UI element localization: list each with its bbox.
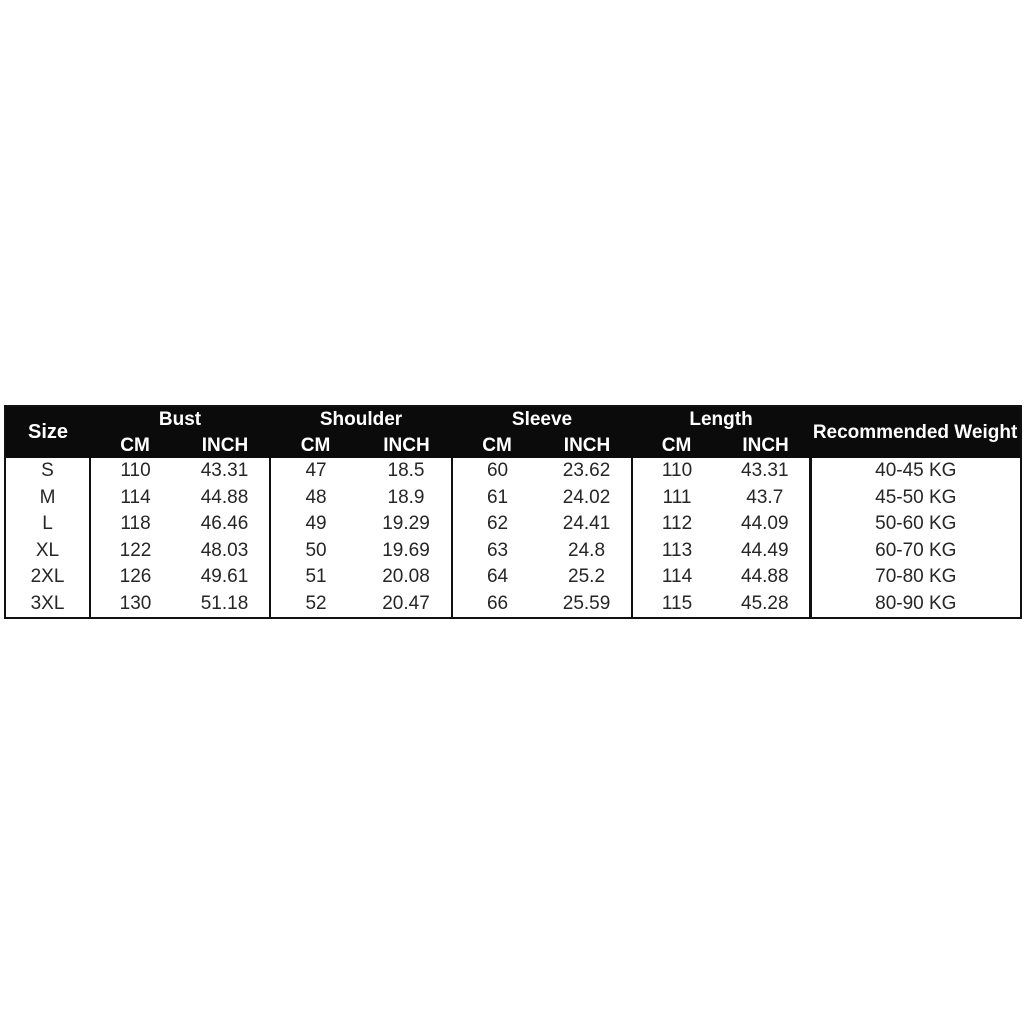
cell-bust-cm: 114 (90, 485, 180, 512)
cell-shoulder-inch: 20.47 (361, 591, 452, 619)
cell-shoulder-inch: 19.29 (361, 511, 452, 538)
table-row (5, 458, 1021, 485)
cell-weight: 80-90 KG (810, 591, 1021, 619)
cell-length-cm: 113 (632, 538, 721, 565)
cell-sleeve-cm: 60 (452, 458, 542, 485)
cell-shoulder-cm: 49 (270, 511, 361, 538)
col-header-sleeve: Sleeve (452, 406, 632, 433)
cell-sleeve-inch: 24.8 (542, 538, 632, 565)
col-header-bust-cm: CM (90, 433, 180, 458)
size-table-body (5, 458, 1021, 618)
col-header-size: Size (5, 406, 90, 458)
cell-bust-cm: 110 (90, 458, 180, 485)
cell-size: 2XL (5, 564, 90, 591)
cell-sleeve-cm: 64 (452, 564, 542, 591)
cell-bust-inch: 48.03 (180, 538, 270, 565)
cell-weight: 45-50 KG (810, 485, 1021, 512)
cell-shoulder-cm: 50 (270, 538, 361, 565)
cell-shoulder-cm: 52 (270, 591, 361, 619)
cell-length-cm: 110 (632, 458, 721, 485)
table-header (5, 406, 1021, 458)
cell-shoulder-cm: 47 (270, 458, 361, 485)
table-row (5, 511, 1021, 538)
cell-shoulder-inch: 20.08 (361, 564, 452, 591)
cell-sleeve-cm: 62 (452, 511, 542, 538)
cell-size: S (5, 458, 90, 485)
cell-shoulder-cm: 51 (270, 564, 361, 591)
cell-sleeve-inch: 24.41 (542, 511, 632, 538)
cell-shoulder-inch: 18.9 (361, 485, 452, 512)
cell-bust-inch: 43.31 (180, 458, 270, 485)
cell-length-cm: 115 (632, 591, 721, 619)
cell-length-inch: 43.7 (721, 485, 810, 512)
cell-weight: 40-45 KG (810, 458, 1021, 485)
cell-weight: 70-80 KG (810, 564, 1021, 591)
col-header-bust: Bust (90, 406, 270, 433)
cell-bust-cm: 130 (90, 591, 180, 619)
cell-length-inch: 44.49 (721, 538, 810, 565)
col-header-weight: Recommended Weight (810, 406, 1021, 458)
table-row (5, 564, 1021, 591)
cell-size: 3XL (5, 591, 90, 619)
cell-bust-cm: 118 (90, 511, 180, 538)
cell-bust-cm: 122 (90, 538, 180, 565)
cell-sleeve-inch: 25.2 (542, 564, 632, 591)
cell-length-cm: 112 (632, 511, 721, 538)
cell-length-inch: 45.28 (721, 591, 810, 619)
cell-length-cm: 111 (632, 485, 721, 512)
cell-sleeve-inch: 23.62 (542, 458, 632, 485)
cell-bust-inch: 44.88 (180, 485, 270, 512)
table-row (5, 485, 1021, 512)
cell-shoulder-inch: 18.5 (361, 458, 452, 485)
cell-bust-inch: 51.18 (180, 591, 270, 619)
cell-length-inch: 44.09 (721, 511, 810, 538)
col-header-shoulder-cm: CM (270, 433, 361, 458)
cell-length-inch: 44.88 (721, 564, 810, 591)
cell-length-inch: 43.31 (721, 458, 810, 485)
col-header-shoulder-inch: INCH (361, 433, 452, 458)
col-header-length-cm: CM (632, 433, 721, 458)
size-chart-table (4, 405, 1022, 619)
col-header-length: Length (632, 406, 810, 433)
cell-weight: 50-60 KG (810, 511, 1021, 538)
cell-bust-cm: 126 (90, 564, 180, 591)
cell-shoulder-cm: 48 (270, 485, 361, 512)
cell-sleeve-cm: 63 (452, 538, 542, 565)
size-chart (4, 405, 1022, 619)
col-header-sleeve-cm: CM (452, 433, 542, 458)
cell-bust-inch: 46.46 (180, 511, 270, 538)
cell-size: L (5, 511, 90, 538)
col-header-length-inch: INCH (721, 433, 810, 458)
col-header-sleeve-inch: INCH (542, 433, 632, 458)
cell-sleeve-inch: 24.02 (542, 485, 632, 512)
cell-bust-inch: 49.61 (180, 564, 270, 591)
cell-size: M (5, 485, 90, 512)
cell-shoulder-inch: 19.69 (361, 538, 452, 565)
cell-length-cm: 114 (632, 564, 721, 591)
header-group-row (5, 406, 1021, 433)
cell-weight: 60-70 KG (810, 538, 1021, 565)
table-row (5, 591, 1021, 619)
cell-sleeve-inch: 25.59 (542, 591, 632, 619)
cell-size: XL (5, 538, 90, 565)
col-header-bust-inch: INCH (180, 433, 270, 458)
table-row (5, 538, 1021, 565)
cell-sleeve-cm: 66 (452, 591, 542, 619)
col-header-shoulder: Shoulder (270, 406, 452, 433)
cell-sleeve-cm: 61 (452, 485, 542, 512)
